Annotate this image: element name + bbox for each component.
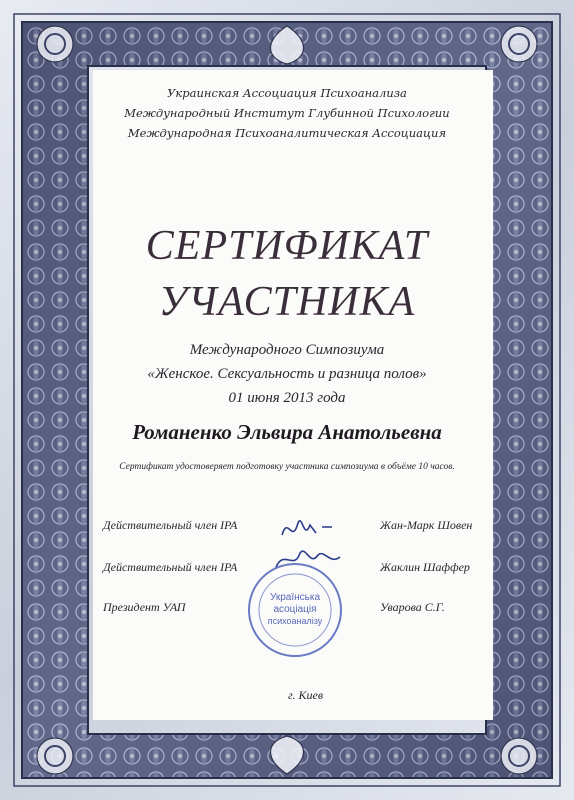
city: г. Киев [288,688,324,702]
event-date: 01 июня 2013 года [228,390,346,406]
stamp-text-3: психоаналізу [267,616,323,626]
signature-name-1: Жан-Марк Шовен [380,518,473,532]
signature-name-2: Жаклин Шаффер [380,560,470,574]
title-line-2: УЧАСТНИКА [158,279,416,325]
official-stamp [235,560,355,660]
stamp-text-2: асоціація [273,604,317,615]
signature-role-2: Действительный член IPA [103,560,238,574]
signature-name-3: Уварова С.Г. [380,600,445,614]
org-line-2: Международный Институт Глубинной Психологии [124,106,450,120]
org-line-3: Международная Психоаналитическая Ассоциация [127,126,447,140]
event-line-1: Международного Симпозиума [189,342,385,358]
event-line-2: «Женское. Сексуальность и разница полов» [147,366,427,382]
title-line-1: СЕРТИФИКАТ [145,223,429,269]
stamp-text-1: Українська [269,592,321,603]
certification-note: Сертификат удостоверяет подготовку участника симпозиума в объёме 10 часов. [119,462,455,472]
signature-role-3: Президент УАП [103,600,186,614]
recipient-name: Романенко Эльвира Анатольевна [132,420,442,444]
signature-role-1: Действительный член IPA [103,518,238,532]
org-line-1: Украинская Ассоциация Психоанализа [167,86,407,100]
